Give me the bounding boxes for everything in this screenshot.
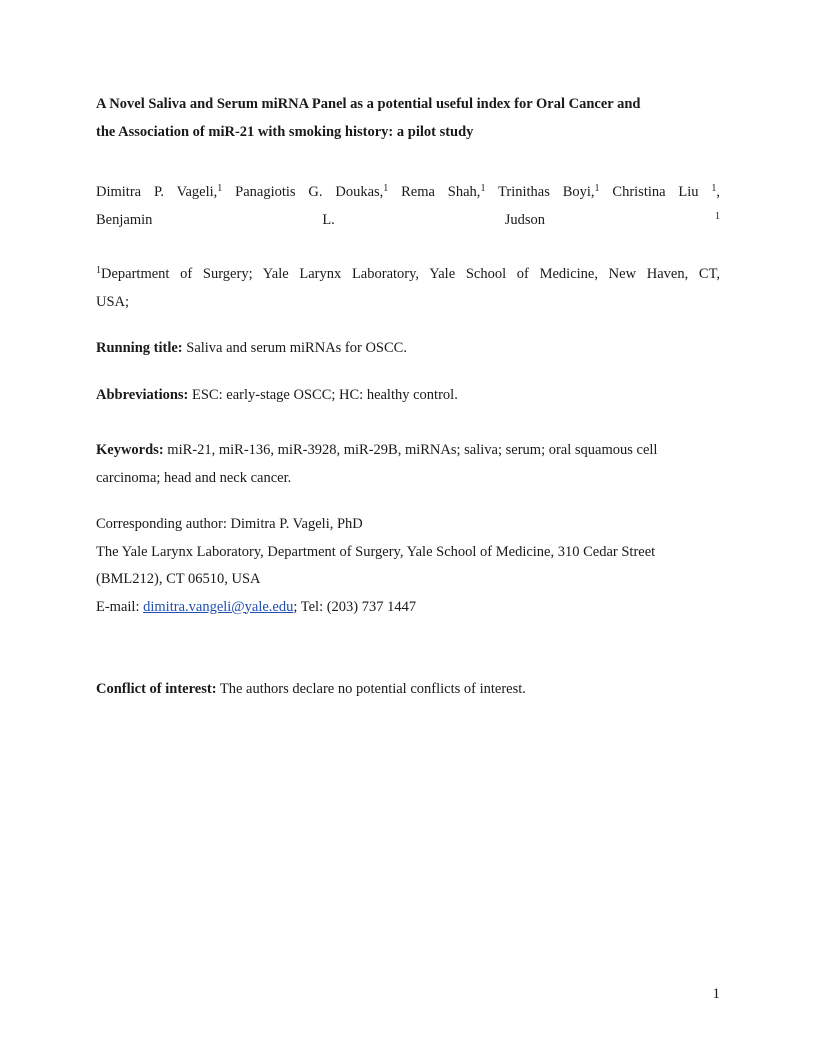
author-affiliation-mark: 1	[480, 183, 486, 194]
paper-title	[96, 91, 720, 146]
author-name: Rema Shah,	[401, 184, 481, 200]
keywords-label: Keywords:	[96, 442, 164, 458]
author-affiliation-mark: 1	[594, 183, 600, 194]
conflict-label: Conflict of interest:	[96, 681, 217, 697]
keywords-text: miR-21, miR-136, miR-3928, miR-29B, miRNAs; saliva; serum; oral squamous cell	[163, 442, 658, 458]
abbreviations	[96, 382, 720, 410]
conflict-of-interest	[96, 676, 720, 704]
affiliation-mark: 1	[96, 265, 101, 276]
author-affiliation-mark: 1	[383, 183, 389, 194]
author-name: Panagiotis G. Doukas,	[235, 184, 384, 200]
contact-line	[96, 594, 720, 622]
author-affiliation-mark: 1	[715, 210, 720, 222]
abbreviations-text: ESC: early-stage OSCC; HC: healthy control.	[188, 387, 458, 403]
email-label: E-mail:	[96, 598, 144, 615]
author-name: Dimitra P. Vageli,	[96, 184, 218, 200]
keywords-line-2: carcinoma; head and neck cancer.	[96, 469, 292, 486]
running-title-text: Saliva and serum miRNAs for OSCC.	[182, 340, 407, 356]
author-line-1	[96, 179, 720, 207]
email-link[interactable]: dimitra.vangeli@yale.edu	[143, 598, 294, 615]
affiliation-text: Department of Surgery; Yale Larynx Laboratory, Yale School of Medicine, New Haven, CT,	[101, 266, 720, 282]
conflict-text: The authors declare no potential conflicts of interest.	[216, 681, 526, 697]
author-list	[96, 179, 720, 234]
telephone-text: ; Tel: (203) 737 1447	[293, 598, 417, 615]
corresponding-line-3: (BML212), CT 06510, USA	[96, 571, 261, 587]
keywords	[96, 437, 720, 492]
affiliation	[96, 261, 720, 316]
author-line-2	[96, 207, 720, 235]
corresponding-line-2: The Yale Larynx Laboratory, Department of Surgery, Yale School of Medicine, 310 Cedar Street	[96, 543, 656, 560]
corresponding-line-1: Corresponding author: Dimitra P. Vageli, PhD	[96, 516, 363, 532]
author-name: Trinithas Boyi,	[498, 184, 595, 200]
author-affiliation-mark: 1	[217, 183, 223, 194]
abbreviations-label: Abbreviations:	[96, 387, 189, 403]
author-separator: ,	[716, 184, 721, 200]
affiliation-line-1	[96, 261, 720, 289]
author-name: Benjamin L. Judson	[96, 211, 546, 228]
author-name: Christina Liu	[612, 184, 699, 200]
corresponding-author	[96, 511, 720, 621]
affiliation-line-2: USA;	[96, 293, 130, 310]
title-line-1: A Novel Saliva and Serum miRNA Panel as a potential useful index for Oral Cancer and	[96, 96, 641, 112]
page-number: 1	[712, 986, 720, 1002]
keywords-line-1	[96, 437, 720, 465]
author-affiliation-mark: 1	[711, 183, 717, 194]
running-title	[96, 335, 720, 363]
running-title-label: Running title:	[96, 340, 183, 356]
title-line-2: the Association of miR-21 with smoking history: a pilot study	[96, 123, 474, 140]
